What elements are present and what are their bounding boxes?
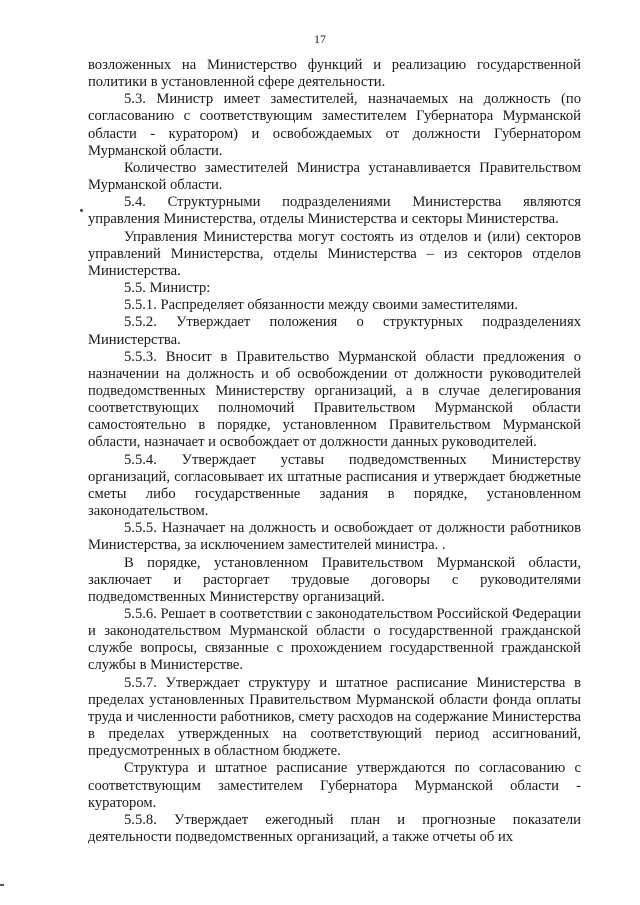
paragraph-5-5-5: 5.5.5. Назначает на должность и освобождает от должности работников Министерства, за исключением заместителей министра. . xyxy=(88,520,581,554)
paragraph-5-5-3: 5.5.3. Вносит в Правительство Мурманской области предложения о назначении на должность и об освобождении от должности руководителей подведомственных Министерству организаций, а в случае делегирования соответствующих полномочий Правительством Мурманской области самостоятельно в порядке, установленном Правительством Мурманской области, назначает и освобождает от должности данных руководителей. xyxy=(88,348,581,451)
paragraph-5-4: 5.4. Структурными подразделениями Министерства являются управления Министерства, отделы Министерства и секторы Министерства. xyxy=(88,194,581,228)
paragraph-5-5-2: 5.5.2. Утверждает положения о структурных подразделениях Министерства. xyxy=(88,314,581,348)
document-body xyxy=(88,57,581,846)
paragraph-5-5-8: 5.5.8. Утверждает ежегодный план и прогнозные показатели деятельности подведомственных организаций, а также отчеты об их xyxy=(88,811,581,846)
scan-speck xyxy=(80,209,83,212)
paragraph-5-3: 5.3. Министр имеет заместителей, назначаемых на должность (по согласованию с соответствующим заместителем Губернатора Мурманской области - куратором) и освобождаемых от должности Губернатором Мурманской области. xyxy=(88,91,581,159)
paragraph-continuation: возложенных на Министерство функций и реализацию государственной политики в установленной сфере деятельности. xyxy=(88,57,581,91)
paragraph-5-5-4: 5.5.4. Утверждает уставы подведомственных Министерству организаций, согласовывает их штатные расписания и утверждает бюджетные сметы либо государственные задания в порядке, установленном законодательством. xyxy=(88,451,581,520)
paragraph-5-5: 5.5. Министр: xyxy=(124,280,211,297)
paragraph-deputies-count: Количество заместителей Министра устанавливается Правительством Мурманской области. xyxy=(88,159,581,194)
paragraph-5-5-7: 5.5.7. Утверждает структуру и штатное расписание Министерства в пределах установленных Правительством Мурманской области фонда оплаты труда и численности работников, смету расходов на содержание Министерства в пределах утвержденных на соответствующий период ассигнований, предусмотренных в областном бюджете. xyxy=(88,674,581,760)
scan-edge-mark xyxy=(0,884,4,886)
paragraph-5-5-6: 5.5.6. Решает в соответствии с законодательством Российской Федерации и законодательством Мурманской области о государственной гражданской службе вопросы, связанные с прохождением государственной гражданской службы в Министерстве. xyxy=(88,606,581,674)
paragraph-departments: Управления Министерства могут состоять из отделов и (или) секторов управлений Министерства, отделы Министерства – из секторов отделов Министерства. xyxy=(88,228,581,279)
paragraph-labor-contracts: В порядке, установленном Правительством Мурманской области, заключает и расторгает трудовые договоры с руководителями подведомственных Министерству организаций. xyxy=(88,554,581,605)
paragraph-5-5-1: 5.5.1. Распределяет обязанности между своими заместителями. xyxy=(124,297,519,314)
paragraph-structure-approval: Структура и штатное расписание утверждаются по согласованию с соответствующим заместителем Губернатора Мурманской области - куратором. xyxy=(88,760,581,811)
page-number: 17 xyxy=(314,32,326,46)
